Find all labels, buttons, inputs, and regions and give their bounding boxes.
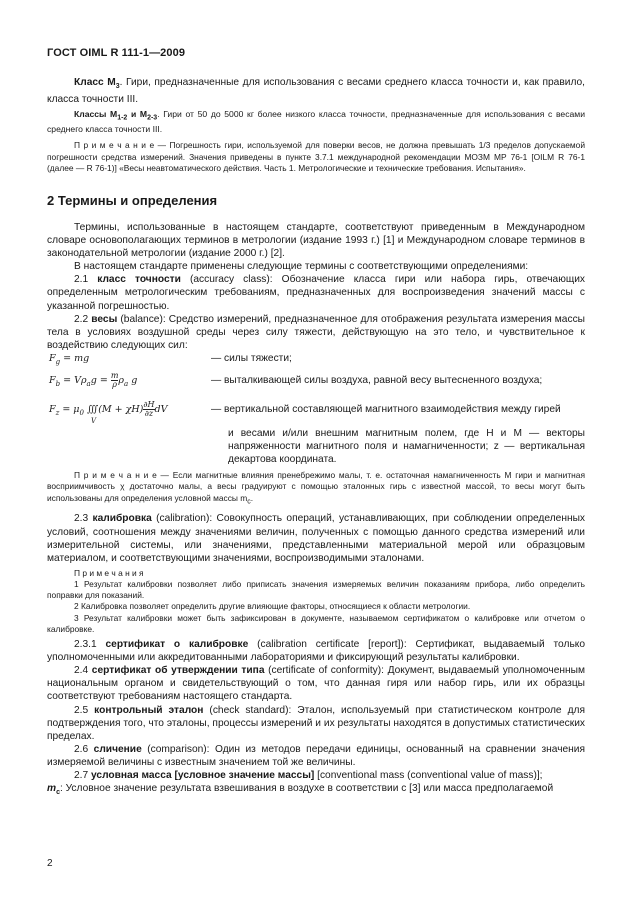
term-2-3: 2.3 калибровка (calibration): Совокупность операций, устанавливающих, при соблюдении определенных условий, соотношения между значениями величин, полученных с помощью данного средства измерений или измерительной системы, или значениями, представленными материальной мерой или образцовым материалом, и соответствующими значениями, воспроизводимыми эталонами.	[47, 513, 585, 564]
term-2-2: 2.2 весы (balance): Средство измерений, предназначенное для отображения результата измерения массы тела в условиях воздушной среды через силу тяжести, действующую на это тело, и чувствительное к воздействию следующих сил:	[47, 313, 585, 351]
class-m3-paragraph: Класс $M_3$. Гири, предназначенные для использования с весами среднего класса точности и, как правило, класса точности III.	[47, 77, 585, 106]
formula-buoyancy: $F_b = V\rho_ag$ = $\frac{m}{\rho}$ $\rho_a$ g — выталкивающей силы воздуха, равной весу вытесненного воздуха;	[49, 370, 543, 389]
formula-magnetic-desc: и весами и/или внешним магнитным полем, где H и M — векторы напряженности магнитного поля и намагниченности; z — вертикальная декартова координата.	[228, 427, 585, 466]
document-header: ГОСТ OIML R 111-1—2009	[47, 47, 186, 59]
formula-gravity: $F_g$ = mg — силы тяжести;	[49, 352, 292, 366]
note-2: 2 Калибровка позволяет определить другие влияющие факторы, относящиеся к области метрологии.	[74, 601, 471, 612]
terms-intro: Термины, использованные в настоящем стандарте, соответствуют приведенным в Международном словаре основополагающих терминов в метрологии (издание 1993 г.) [1] и Международном словаре терминов в законодательной метрологии (издание 2000 г.) [2].	[47, 221, 585, 260]
notes-label: П р и м е ч а н и я	[74, 567, 144, 578]
section-title: 2 Термины и определения	[47, 192, 218, 208]
formula-magnetic: $F_z = \mu_0$ ∭(M + χH) $\frac{\partial H}{\partial z}$ dV V — вертикальной составляющей магнитного взаимодействия между гирей	[49, 399, 561, 425]
note-1: 1 Результат калибровки позволяет либо приписать значения измеряемых величин показаниям прибора, либо определить поправки для показаний.	[47, 579, 585, 601]
terms-intro-2: В настоящем стандарте применены следующие термины с соответствующими определениями:	[74, 261, 529, 273]
term-2-7: 2.7 условная масса [условное значение массы] [conventional mass (conventional value of mass)];	[74, 769, 543, 781]
magnetic-note: П р и м е ч а н и е — Если магнитные влияния пренебрежимо малы, т. е. остаточная намагниченность M гири и магнитная восприимчивость χ достаточно малы, а весы градуируют с помощью эталонных гирь с известной массой, то весы могут быть использованы для определения условной массы $m_c$.	[47, 470, 585, 506]
note-3: 3 Результат калибровки может быть зафиксирован в документе, называемом сертификатом о калибровке или отчетом о калибровке.	[47, 612, 585, 634]
intro-note: П р и м е ч а н и е — Погрешность гири, используемой для поверки весов, не должна превышать 1/3 пределов допускаемой погрешности средства измерений. Значения приведены в пункте 3.7.1 международной рекомендации МОЗМ МР 76-1 [OILM R 76-1 (далее — R 76-1)] «Весы неавтоматического действия. Часть 1. Метрологические и технические требования. Испытания».	[47, 140, 585, 173]
term-2-4: 2.4 сертификат об утверждении типа (certificate of conformity): Документ, выдаваемый уполномоченным национальным органом и свидетельствующий о том, что данная гиря или набор гирь, или их образцы соответствуют требованиям настоящего стандарта.	[47, 665, 585, 703]
content-column	[47, 76, 585, 799]
page-number: 2	[47, 858, 53, 869]
term-2-1: 2.1 класс точности (accuracy class): Обозначение класса гири или набора гирь, отвечающих определенным метрологическим требованиям, предназначенных для воспроизведения значений массы с указанной погрешностью.	[47, 274, 586, 312]
term-2-5: 2.5 контрольный эталон (check standard): Эталон, используемый при статистическом контроле для подтверждения того, что эталоны, процессы измерений и их результаты находятся в допустимых статистических пределах.	[47, 704, 585, 742]
term-2-7-cont: $m_c$: Условное значение результата взвешивания в воздухе в соответствии с [3] или масса предполагаемой	[47, 783, 554, 797]
term-2-3-1: 2.3.1 сертификат о калибровке (calibration certificate [report]): Сертификат, выдаваемый только уполномоченными или аккредитованными лабораториями и фиксирующий результаты калибровки.	[47, 639, 585, 664]
class-m12-paragraph: Классы $M_{1-2}$ и $M_{2-3}$. Гири от 50 до 5000 кг более низкого класса точности, предназначенные для использования с весами среднего класса точности III.	[47, 109, 585, 135]
term-2-6: 2.6 сличение (comparison): Один из методов передачи единицы, основанный на сравнении значения измеряемой величины с известным значением той же величины.	[47, 743, 585, 768]
